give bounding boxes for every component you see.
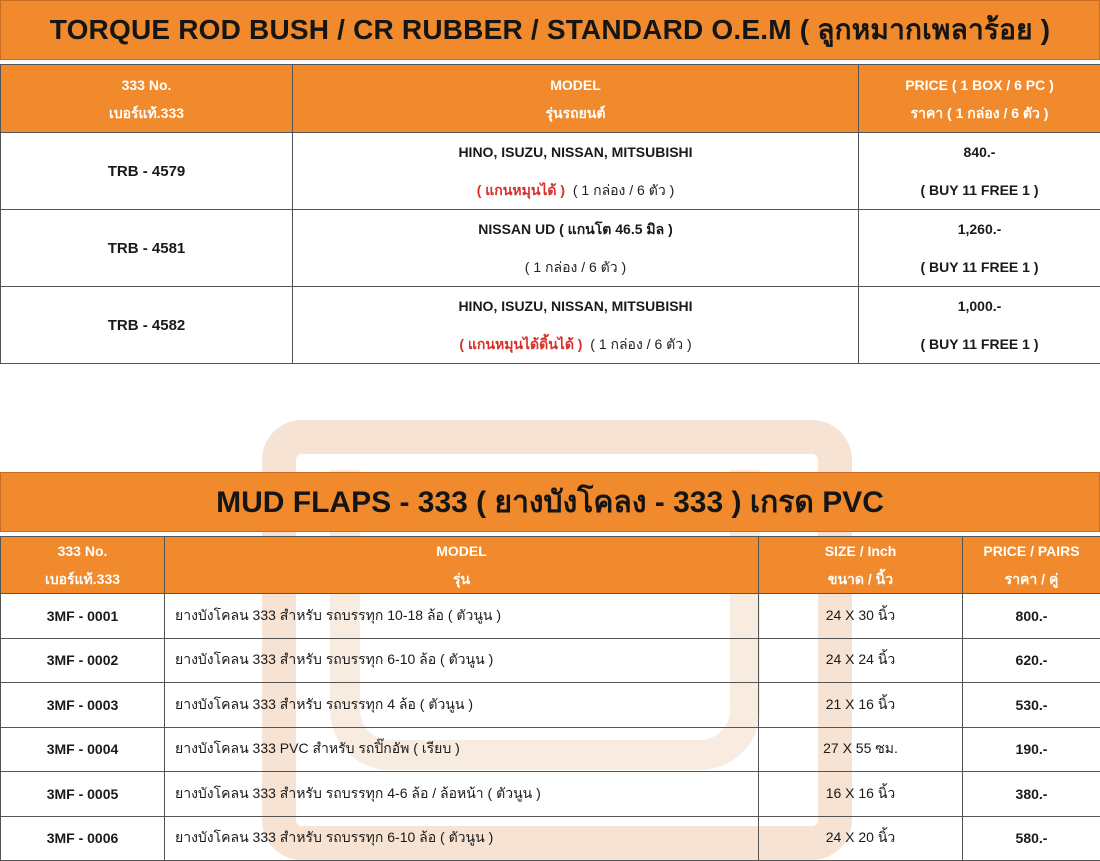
header-text: รุ่นรถยนต์ bbox=[299, 99, 852, 127]
price: 580.- bbox=[963, 816, 1100, 861]
header-model bbox=[293, 65, 859, 133]
header-price bbox=[859, 65, 1100, 133]
price: 190.- bbox=[963, 727, 1100, 772]
size: 21 X 16 นิ้ว bbox=[759, 683, 963, 728]
part-number: 3MF - 0005 bbox=[1, 772, 165, 817]
model-text: HINO, ISUZU, NISSAN, MITSUBISHI bbox=[299, 287, 852, 325]
price-text: 1,260.- bbox=[865, 210, 1094, 248]
mud-flaps-section bbox=[0, 472, 1100, 861]
size: 24 X 20 นิ้ว bbox=[759, 816, 963, 861]
torque-rod-section bbox=[0, 0, 1100, 364]
model-text: HINO, ISUZU, NISSAN, MITSUBISHI bbox=[299, 133, 852, 171]
header-size bbox=[759, 537, 963, 594]
header-price bbox=[963, 537, 1100, 594]
size: 27 X 55 ซม. bbox=[759, 727, 963, 772]
description: ยางบังโคลน 333 สำหรับ รถบรรทุก 6-10 ล้อ ( ตัวนูน ) bbox=[165, 638, 759, 683]
description: ยางบังโคลน 333 สำหรับ รถบรรทุก 4 ล้อ ( ตัวนูน ) bbox=[165, 683, 759, 728]
header-part-number bbox=[1, 65, 293, 133]
header-text: ขนาด / นิ้ว bbox=[765, 565, 956, 593]
table-row bbox=[1, 210, 1100, 287]
table-header-row bbox=[1, 537, 1100, 594]
model-note bbox=[299, 325, 852, 363]
part-number: 3MF - 0006 bbox=[1, 816, 165, 861]
table-row bbox=[1, 772, 1100, 817]
part-number: TRB - 4579 bbox=[1, 133, 293, 210]
price: 620.- bbox=[963, 638, 1100, 683]
part-number: 3MF - 0002 bbox=[1, 638, 165, 683]
model-cell bbox=[293, 210, 859, 287]
description: ยางบังโคลน 333 PVC สำหรับ รถปิ๊กอัพ ( เรียบ ) bbox=[165, 727, 759, 772]
table-row bbox=[1, 287, 1100, 364]
table-header-row bbox=[1, 65, 1100, 133]
note-text: ( 1 กล่อง / 6 ตัว ) bbox=[573, 182, 674, 198]
header-part-number bbox=[1, 537, 165, 594]
header-text: เบอร์แท้.333 bbox=[7, 99, 286, 127]
size: 24 X 24 นิ้ว bbox=[759, 638, 963, 683]
table-row bbox=[1, 638, 1100, 683]
price-cell bbox=[859, 287, 1100, 364]
mud-flaps-table bbox=[0, 536, 1100, 861]
header-text: PRICE / PAIRS bbox=[969, 537, 1094, 565]
model-note bbox=[299, 171, 852, 209]
section-title: TORQUE ROD BUSH / CR RUBBER / STANDARD O.E.M ( ลูกหมากเพลาร้อย ) bbox=[0, 0, 1100, 60]
part-number: 3MF - 0004 bbox=[1, 727, 165, 772]
header-text: MODEL bbox=[299, 71, 852, 99]
table-row bbox=[1, 594, 1100, 639]
price: 530.- bbox=[963, 683, 1100, 728]
model-text: NISSAN UD ( แกนโต 46.5 มิล ) bbox=[299, 210, 852, 248]
header-text: 333 No. bbox=[7, 71, 286, 99]
note-text: ( 1 กล่อง / 6 ตัว ) bbox=[590, 336, 691, 352]
description: ยางบังโคลน 333 สำหรับ รถบรรทุก 10-18 ล้อ ( ตัวนูน ) bbox=[165, 594, 759, 639]
note-red: ( แกนหมุนได้ดิ้นได้ ) bbox=[459, 336, 582, 352]
section-title: MUD FLAPS - 333 ( ยางบังโคลง - 333 ) เกรด PVC bbox=[0, 472, 1100, 532]
promo-text: ( BUY 11 FREE 1 ) bbox=[865, 171, 1094, 209]
table-row bbox=[1, 816, 1100, 861]
price: 380.- bbox=[963, 772, 1100, 817]
promo-text: ( BUY 11 FREE 1 ) bbox=[865, 325, 1094, 363]
header-text: MODEL bbox=[171, 537, 752, 565]
header-text: รุ่น bbox=[171, 565, 752, 593]
description: ยางบังโคลน 333 สำหรับ รถบรรทุก 6-10 ล้อ ( ตัวนูน ) bbox=[165, 816, 759, 861]
price-text: 840.- bbox=[865, 133, 1094, 171]
header-text: PRICE ( 1 BOX / 6 PC ) bbox=[865, 71, 1094, 99]
header-text: ราคา ( 1 กล่อง / 6 ตัว ) bbox=[865, 99, 1094, 127]
header-text: ราคา / คู่ bbox=[969, 565, 1094, 593]
header-model bbox=[165, 537, 759, 594]
price-text: 1,000.- bbox=[865, 287, 1094, 325]
description: ยางบังโคลน 333 สำหรับ รถบรรทุก 4-6 ล้อ / ล้อหน้า ( ตัวนูน ) bbox=[165, 772, 759, 817]
price-cell bbox=[859, 210, 1100, 287]
table-row bbox=[1, 727, 1100, 772]
part-number: TRB - 4581 bbox=[1, 210, 293, 287]
model-cell bbox=[293, 133, 859, 210]
part-number: TRB - 4582 bbox=[1, 287, 293, 364]
header-text: เบอร์แท้.333 bbox=[7, 565, 158, 593]
part-number: 3MF - 0001 bbox=[1, 594, 165, 639]
torque-rod-table bbox=[0, 64, 1100, 364]
model-cell bbox=[293, 287, 859, 364]
promo-text: ( BUY 11 FREE 1 ) bbox=[865, 248, 1094, 286]
header-text: SIZE / Inch bbox=[765, 537, 956, 565]
size: 24 X 30 นิ้ว bbox=[759, 594, 963, 639]
size: 16 X 16 นิ้ว bbox=[759, 772, 963, 817]
price-cell bbox=[859, 133, 1100, 210]
price: 800.- bbox=[963, 594, 1100, 639]
note-text: ( 1 กล่อง / 6 ตัว ) bbox=[299, 248, 852, 286]
part-number: 3MF - 0003 bbox=[1, 683, 165, 728]
table-row bbox=[1, 133, 1100, 210]
note-red: ( แกนหมุนได้ ) bbox=[477, 182, 565, 198]
header-text: 333 No. bbox=[7, 537, 158, 565]
table-row bbox=[1, 683, 1100, 728]
